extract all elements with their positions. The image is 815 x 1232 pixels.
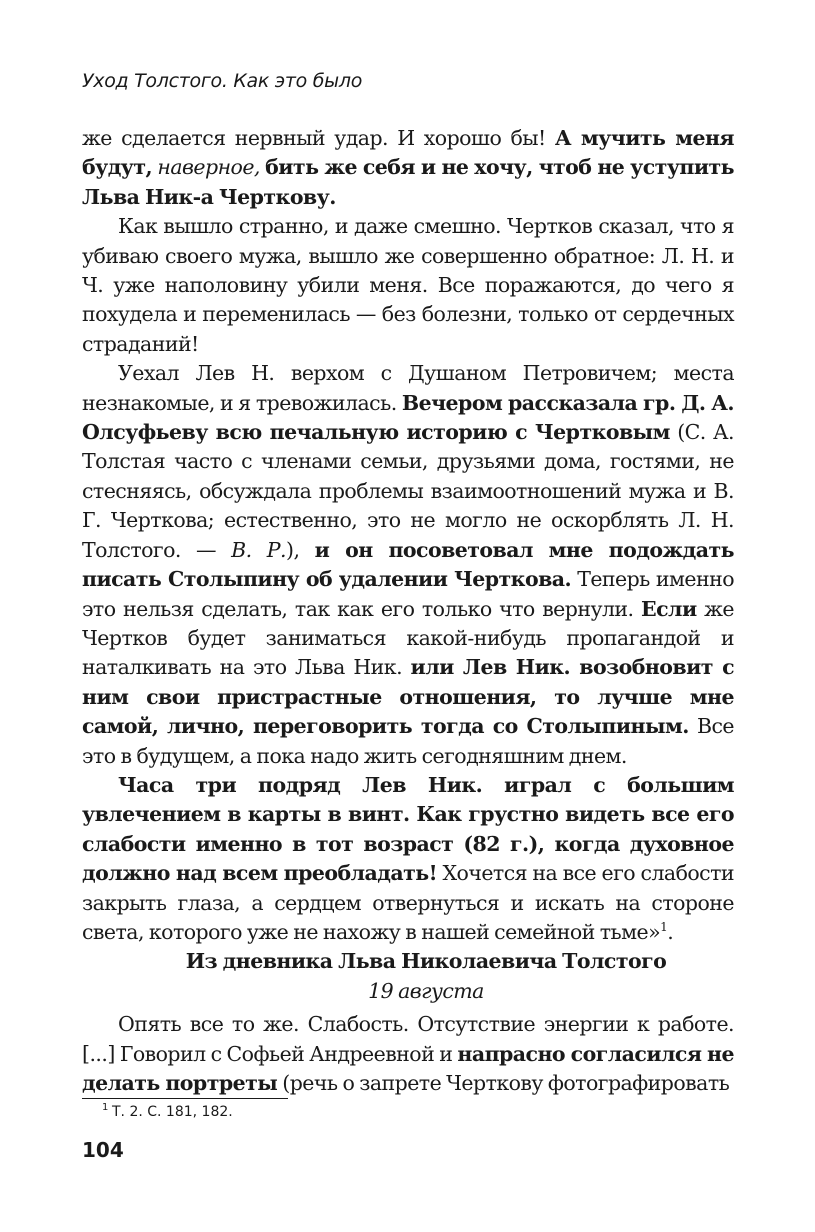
text-run: Опять все то же. Слабость. Отсутствие энергии к работе. [...] Говорил с Софьей Андреевной и (82, 1012, 734, 1066)
section-heading-title: Из дневника Льва Николаевича Толстого (185, 949, 667, 974)
text-run: (С. А. Толстая часто с членами семьи, друзьями дома, гостями, не стесняясь, обсуждала проблемы взаимоотношений мужа и В. Г. Черткова; естественно, это не могло не оскорблять Л. Н. Толстого. — (82, 420, 734, 562)
footnote-mark: 1 (102, 1102, 109, 1113)
paragraph-3 (82, 359, 734, 771)
italic-run: В. Р. (231, 537, 287, 562)
bold-run: Вечером рассказала гр. Д. А. Олсуфьеву всю печальную историю с Чертковым (82, 390, 734, 445)
italic-run: наверное, (157, 155, 260, 180)
section-heading-date: 19 августа (368, 978, 484, 1003)
text-run: Хочется на все его слабости закрыть глаза, а сердцем отвернуться и искать на стороне света, которого уже не нахожу в нашей семейной тьме» (82, 861, 735, 944)
paragraph-2: Как вышло странно, и даже смешно. Чертков сказал, что я убиваю своего мужа, вышло же совершенно обратное: Л. Н. и Ч. уже наполовину убили меня. Все поражаются, до чего я похудела и переменилась — без болезни, только от сердечных страданий! (82, 214, 734, 356)
bold-run: или Лев Ник. возобновит с ним свои пристрастные отношения, то лучше мне самой, лично, переговорить тогда со Столыпиным. (82, 655, 734, 739)
footnote (102, 1102, 233, 1120)
bold-run: Часа три подряд Лев Ник. играл с большим увлечением в карты в винт. Как грустно видеть все его слабости именно в тот возраст (82 г.), когда духовное должно над всем преобладать! (82, 772, 734, 886)
bold-run: бить же себя и не хочу, чтоб не уступить Льва Ник-а Черткову. (82, 155, 735, 209)
body-text (82, 124, 734, 1098)
running-head: Уход Толстого. Как это было (82, 70, 363, 92)
text-run: (речь о запрете Черткову фотографировать (277, 1071, 730, 1095)
footnote-text: Т. 2. С. 181, 182. (112, 1104, 233, 1120)
text-run: . (667, 919, 674, 944)
paragraph-5 (82, 1010, 734, 1098)
text-run: Все это в будущем, а пока надо жить сегодняшним днем. (82, 714, 735, 768)
footnote-divider (82, 1098, 288, 1099)
text-run: Уехал Лев Н. верхом с Душаном Петровичем; места незнакомые, и я тревожилась. (82, 361, 734, 415)
footnote-reference[interactable]: 1 (660, 920, 668, 935)
paragraph-4 (82, 771, 734, 947)
bold-run: и он посоветовал мне подождать писать Столыпину об удалении Черткова. (82, 537, 734, 592)
text-run: же сделается нервный удар. И хорошо бы! (82, 126, 555, 150)
text-run: ), (286, 537, 315, 562)
bold-run: А мучить меня будут, (82, 126, 734, 180)
text-run: же Чертков будет заниматься какой-нибудь пропагандой и наталкивать на это Льва Ник. (82, 596, 734, 680)
text-run: Теперь именно это нельзя сделать, так как его только что вернули. (82, 567, 734, 621)
paragraph-1 (82, 124, 734, 212)
page-number: 104 (82, 1138, 124, 1162)
section-heading (82, 947, 734, 1006)
bold-run: напрасно согласился не делать портреты (82, 1041, 734, 1095)
bold-run: Если (641, 596, 697, 621)
